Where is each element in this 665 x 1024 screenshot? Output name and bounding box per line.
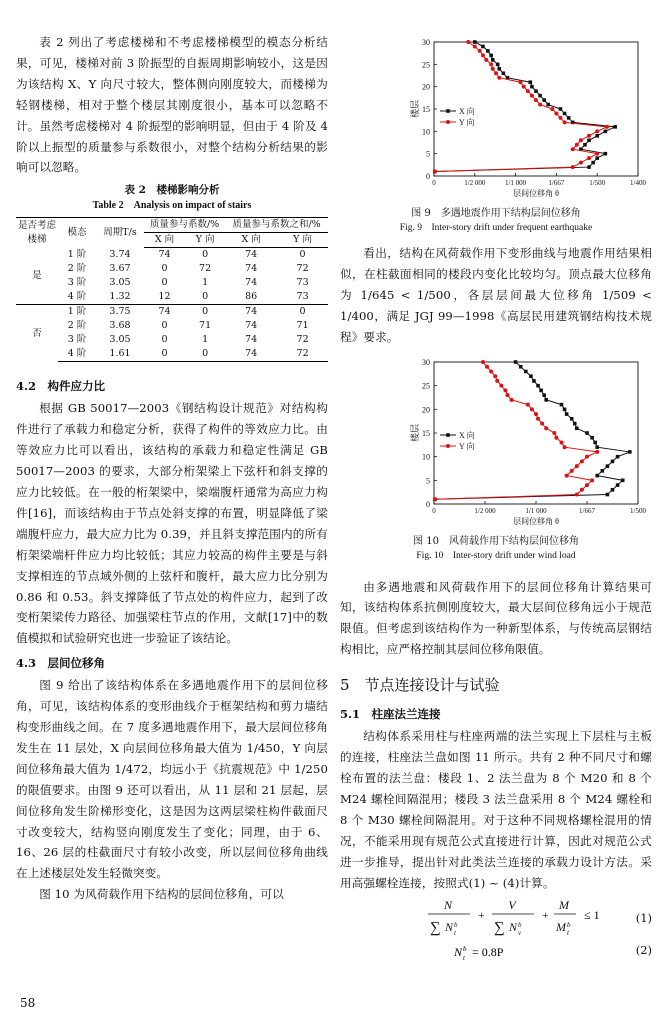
data-point-x <box>628 450 632 454</box>
data-point-x <box>491 58 495 62</box>
header-sum-y: Y 向 <box>277 233 328 248</box>
data-point-x <box>559 107 563 111</box>
data-point-y <box>481 360 485 364</box>
table-row <box>16 276 328 290</box>
cell-sy: 0 <box>277 305 328 320</box>
cell-period: 3.68 <box>109 320 131 332</box>
cell-my: 1 <box>202 334 209 346</box>
cell-mode: 1 阶 <box>58 305 96 320</box>
svg-text:+: + <box>478 908 485 923</box>
y-tick-label: 20 <box>422 82 430 92</box>
cell-period: 3.74 <box>109 249 131 261</box>
data-point-y <box>570 468 574 472</box>
cell-my: 72 <box>199 263 212 275</box>
data-point-y <box>575 464 579 468</box>
data-point-y <box>563 120 567 124</box>
data-point-y <box>563 445 567 449</box>
data-point-x <box>536 383 540 387</box>
data-point-x <box>616 454 620 458</box>
data-point-x <box>567 116 571 120</box>
data-point-x <box>519 364 523 368</box>
y-tick-label: 10 <box>422 452 430 462</box>
cell-period: 3.75 <box>96 305 144 320</box>
data-point-y <box>580 459 584 463</box>
table-row <box>16 248 328 263</box>
x-axis-label: 层间位移角 θ <box>513 189 559 198</box>
x-tick-label: 1/1 000 <box>525 506 547 515</box>
data-point-x <box>538 94 542 98</box>
data-point-x <box>489 54 493 58</box>
data-point-y <box>491 67 495 71</box>
data-point-x <box>575 426 579 430</box>
table-2-title-cn: 表 2 楼梯影响分析 <box>124 184 220 197</box>
svg-text:N: N <box>445 920 454 935</box>
cell-period: 1.32 <box>109 291 131 303</box>
cell-my: 1 <box>202 277 209 289</box>
data-point-y <box>595 129 599 133</box>
figure-9-caption-en: Fig. 9 Inter-story drift under frequent earthquake <box>399 223 593 233</box>
data-point-x <box>613 125 617 129</box>
data-point-y <box>526 89 530 93</box>
cell-mx: 0 <box>161 320 168 332</box>
data-point-y <box>554 435 558 439</box>
data-point-x <box>606 464 610 468</box>
legend-marker <box>446 433 450 437</box>
data-point-x <box>542 393 546 397</box>
y-tick-label: 25 <box>422 381 430 391</box>
x-tick-label: 0 <box>432 179 436 187</box>
table-row <box>16 262 328 276</box>
data-point-y <box>580 487 584 491</box>
data-point-y <box>575 143 579 147</box>
data-point-x <box>473 40 477 44</box>
svg-text:V: V <box>508 898 516 913</box>
header-x: X 向 <box>144 233 185 248</box>
y-tick-label: 15 <box>422 428 430 438</box>
legend-marker <box>446 444 450 448</box>
data-point-y <box>505 393 509 397</box>
data-point-x <box>595 156 599 160</box>
data-point-y <box>571 165 575 169</box>
cell-mode: 4 阶 <box>67 291 87 303</box>
data-point-x <box>514 360 518 364</box>
table-row <box>16 290 328 305</box>
cell-period: 1.61 <box>96 347 144 362</box>
svg-text:b: b <box>518 921 522 930</box>
header-mass-ratio: 质量参与系数/% <box>144 218 225 233</box>
data-point-x <box>502 71 506 75</box>
data-point-x <box>546 103 550 107</box>
section-5-heading: 5 节点连接设计与试验 <box>340 676 500 695</box>
paragraph-stress-ratio: 根据 GB 50017—2003《钢结构设计规范》对结构构件进行了承载力和稳定分析，获得了构件的等效应力比。由等效应力比可以看出，该结构的承载力和稳定性满足 GB 50017—2003 的要求，大部分桁架梁上下弦杆和斜支撑的应力比较低。在一般的桁架梁中，梁端腹杆通常为高应力构件[16]，而该结构由于节点处斜支撑的布置，明显降低了梁端腹杆应力，最大应力比为 0.39，并且斜支撑范围内的所有桁架梁端杆件应力均比较低；其应力较高的构件主要是与斜支撑相连的节点域外侧的上弦杆和腹杆，最大应力比分别为 0.86 和 0.53。斜支撑降低了节点处的构件应力，起到了改变桁架梁传力路径、加强梁柱节点的作用，文献[17]中的数值模拟和试验研究也进一步验证了该结论。 <box>16 401 328 646</box>
x-axis-label: 层间位移角 θ <box>513 516 559 526</box>
y-tick-label: 5 <box>426 149 430 159</box>
legend-label: X 向 <box>459 107 475 116</box>
cell-sx: 74 <box>245 277 258 289</box>
x-tick-label: 1/667 <box>548 179 565 187</box>
data-point-y <box>587 134 591 138</box>
data-point-x <box>595 134 599 138</box>
data-point-y <box>522 85 526 89</box>
data-point-x <box>590 435 594 439</box>
y-tick-label: 0 <box>426 499 430 509</box>
x-tick-label: 1/1 000 <box>504 179 527 187</box>
data-point-x <box>606 492 610 496</box>
page-number: 58 <box>20 996 36 1010</box>
data-point-y <box>481 53 485 57</box>
legend-label: Y 向 <box>459 441 475 451</box>
data-point-y <box>552 431 556 435</box>
cell-my: 71 <box>199 320 212 332</box>
data-point-y <box>587 156 591 160</box>
svg-text:+: + <box>542 908 549 923</box>
svg-text:N: N <box>509 920 518 935</box>
data-point-x <box>529 374 533 378</box>
data-point-y <box>538 103 542 107</box>
data-point-x <box>604 152 608 156</box>
cell-mode: 2 阶 <box>67 263 87 275</box>
cell-my: 0 <box>185 347 225 362</box>
data-point-x <box>573 421 577 425</box>
x-tick-label: 1/400 <box>630 179 646 187</box>
y-tick-label: 15 <box>422 105 430 114</box>
data-point-y <box>579 138 583 142</box>
y-axis-label: 楼层 <box>410 99 420 119</box>
data-point-x <box>587 165 591 169</box>
data-point-x <box>587 138 591 142</box>
cell-sx: 74 <box>225 305 277 320</box>
paragraph-flange-connection: 结构体系采用柱与柱座两端的法兰实现上下层柱与主板的连接，柱座法兰盘如图 11 所示。共有 2 种不同尺寸和螺栓布置的法兰盘：楼段 1、2 法兰盘为 8 个 M20 和 8 个 M24 螺栓间隔混用；楼段 3 法兰盘采用 8 个 M24 螺栓和 8 个 M30 螺栓间隔混用。对于这种不同规格螺栓混用的情况，不能采用现有规范公式直接进行计算，因此对规范公式进一步推导，提出针对此类法兰连接的承载力设计方法。采用高强螺栓连接，按照式(1) ~ (4)计算。 <box>340 729 652 890</box>
data-point-y <box>540 421 544 425</box>
svg-text:N: N <box>443 898 453 913</box>
paragraph-drift-summary: 由多遇地震和风荷载作用下的层间位移角计算结果可知，该结构体系抗侧刚度较大，最大层间位移角远小于规范限值。但考虑到该结构作为一种新型体系，与传统高层钢结构相比，应严格控制其层间位移角限值。 <box>340 579 652 657</box>
cell-period: 3.67 <box>109 263 131 275</box>
cell-sy: 72 <box>296 263 309 275</box>
header-period: 周期T/s <box>96 218 144 248</box>
cell-mode: 4 阶 <box>58 347 96 362</box>
data-point-y <box>571 147 575 151</box>
svg-text:M: M <box>559 898 569 913</box>
data-point-y <box>565 473 569 477</box>
data-point-x <box>496 63 500 67</box>
svg-text:v: v <box>518 929 522 938</box>
data-point-x <box>595 473 599 477</box>
equation-2-rhs: = 0.8P <box>472 945 504 960</box>
x-tick-label: 1/667 <box>579 506 595 515</box>
data-point-y <box>560 440 564 444</box>
svg-text:t: t <box>567 929 569 938</box>
cell-mx: 0 <box>161 277 168 289</box>
cell-period: 3.05 <box>109 277 131 289</box>
figure-10-caption-cn: 图 10 风荷载作用下结构层间位移角 <box>413 535 579 547</box>
data-point-x <box>560 402 564 406</box>
data-point-y <box>558 116 562 120</box>
cell-sy: 73 <box>296 291 309 303</box>
data-point-x <box>524 369 528 373</box>
data-point-y <box>544 426 548 430</box>
y-axis-label: 楼层 <box>410 423 420 442</box>
data-point-y <box>590 478 594 482</box>
paragraph-drift-earthquake: 图 9 给出了该结构体系在多遇地震作用下的层间位移角，可见，该结构体系的变形曲线介于框架结构和剪力墙结构变形曲线之间。在 7 度多遇地震作用下，最大层间位移角发生在 11 层处，X 向层间位移角最大值为 1/450，Y 向层间位移角最大值为 1/472，均远小于《抗震规范》中 1/250 的限值要求。由图 9 还可以看出，从 11 层和 21 层起，层间位移角发生阶梯形变化，这是因为这两层梁柱构件截面尺寸改变较大，结构竖向刚度发生了变化；同理，由于 6、16、26 层的柱截面尺寸有较小改变，所以层间位移角曲线在上述楼层处发生轻微突变。 <box>16 678 328 881</box>
cell-sx: 74 <box>245 334 258 346</box>
data-point-y <box>473 44 477 48</box>
data-point-y <box>518 80 522 84</box>
figure-10-chart <box>340 352 652 530</box>
equation-1-le-one: ≤ 1 <box>584 908 600 923</box>
cell-my: 0 <box>185 305 225 320</box>
table-row <box>16 347 328 362</box>
data-point-x <box>621 478 625 482</box>
svg-text:M: M <box>556 920 566 935</box>
figure-9-chart <box>340 32 652 202</box>
y-tick-label: 0 <box>426 172 430 181</box>
data-point-y <box>503 388 507 392</box>
cell-sx: 86 <box>245 291 258 303</box>
right-column <box>340 32 652 963</box>
section-5-1-heading: 5.1 柱座法兰连接 <box>340 707 441 722</box>
y-tick-label: 5 <box>426 475 430 485</box>
data-point-y <box>579 161 583 165</box>
cell-mx: 74 <box>158 249 171 261</box>
data-point-x <box>534 89 538 93</box>
figure-9-caption-cn: 图 9 多遇地震作用下结构层间位移角 <box>411 208 581 219</box>
data-point-y <box>510 397 514 401</box>
table-row <box>16 333 328 347</box>
data-point-y <box>433 170 437 174</box>
table-2-stairs-impact <box>16 217 328 362</box>
svg-text:b: b <box>567 921 571 930</box>
y-tick-label: 10 <box>422 127 430 137</box>
equation-2-math <box>454 941 574 963</box>
svg-text:∑: ∑ <box>430 920 441 937</box>
data-point-y <box>433 497 437 501</box>
data-point-x <box>539 388 543 392</box>
equation-1 <box>340 895 652 941</box>
data-point-x <box>486 49 490 53</box>
data-point-x <box>544 398 548 402</box>
table-2-title-en: Table 2 Analysis on impact of stairs <box>92 200 252 212</box>
cell-my: 0 <box>202 291 209 303</box>
cell-sx: 74 <box>245 320 258 332</box>
cell-mx: 0 <box>144 347 185 362</box>
left-column <box>16 32 328 905</box>
group-label-yes: 是 <box>32 270 42 282</box>
data-point-y <box>466 40 470 44</box>
paragraph-fig10-intro: 图 10 为风荷载作用下结构的层间位移角，可以 <box>39 887 284 902</box>
data-point-y <box>489 62 493 66</box>
data-point-x <box>563 407 567 411</box>
cell-mx: 12 <box>158 291 171 303</box>
legend-label: Y 向 <box>459 118 475 127</box>
equation-1-math <box>420 895 660 941</box>
cell-mx: 0 <box>161 263 168 275</box>
section-4-3-heading: 4.3 层间位移角 <box>16 656 106 671</box>
data-point-y <box>489 369 493 373</box>
data-point-x <box>593 440 597 444</box>
data-point-y <box>534 412 538 416</box>
table-row <box>16 305 328 320</box>
cell-my: 0 <box>202 249 209 261</box>
header-sum-x: X 向 <box>225 233 277 248</box>
svg-text:b: b <box>454 921 458 930</box>
legend-marker <box>446 120 450 124</box>
data-point-x <box>570 417 574 421</box>
data-point-x <box>481 45 485 49</box>
y-tick-label: 30 <box>422 357 430 367</box>
data-point-y <box>585 483 589 487</box>
data-point-x <box>528 80 532 84</box>
cell-mx: 0 <box>161 334 168 346</box>
data-point-x <box>604 130 608 134</box>
data-point-y <box>605 125 609 129</box>
data-point-x <box>583 143 587 147</box>
cell-mode: 2 阶 <box>67 320 87 332</box>
data-point-x <box>601 469 605 473</box>
data-point-y <box>485 364 489 368</box>
data-point-x <box>591 161 595 165</box>
cell-mode: 3 阶 <box>67 277 87 289</box>
data-point-y <box>495 378 499 382</box>
data-point-y <box>499 383 503 387</box>
y-tick-label: 30 <box>422 38 430 47</box>
equation-1-number: (1) <box>635 911 652 926</box>
y-tick-label: 20 <box>422 404 430 414</box>
legend-marker <box>446 109 450 113</box>
data-point-y <box>484 58 488 62</box>
equation-2-number: (2) <box>635 943 652 958</box>
cell-mode: 3 阶 <box>67 334 87 346</box>
data-point-y <box>554 111 558 115</box>
data-point-x <box>532 379 536 383</box>
data-point-y <box>530 407 534 411</box>
group-label-no: 否 <box>16 305 58 362</box>
svg-text:t: t <box>454 929 456 938</box>
section-4-2-heading: 4.2 构件应力比 <box>16 379 106 394</box>
data-point-x <box>611 459 615 463</box>
data-point-y <box>497 76 501 80</box>
equation-2 <box>340 941 652 963</box>
cell-sy: 0 <box>299 249 306 261</box>
header-mass-sum: 质量参与系数之和/% <box>225 218 328 233</box>
data-point-y <box>530 94 534 98</box>
x-tick-label: 1/2 000 <box>474 506 496 515</box>
paragraph-stairs-intro: 表 2 列出了考虑楼梯和不考虑楼梯模型的模态分析结果，可见，楼梯对前 3 阶振型的自振周期影响较小，这是因为该结构 X、Y 向尺寸较大，整体侧向刚度较大，而楼梯为轻钢楼梯，相对于整个楼层其刚度很小，基本可以忽略不计。虽然考虑楼梯对 4 阶振型的影响明显，但由于 4 阶及 4 阶以上振型的质量参与系数很小，对整个结构分析结果的影响可以忽略。 <box>16 35 328 175</box>
paragraph-wind-drift: 看出，结构在风荷载作用下变形曲线与地震作用结果相似，在柱截面相同的楼段内变化比较均匀。顶点最大位移角为 1/645 < 1/500，各层层间最大位移角 1/509 < 1/400，满足 JGJ 99—1998《高层民用建筑钢结构技术规程》要求。 <box>340 246 652 344</box>
cell-sy: 71 <box>296 320 309 332</box>
data-point-y <box>478 49 482 53</box>
data-point-y <box>493 374 497 378</box>
table-row <box>16 319 328 333</box>
data-point-x <box>611 488 615 492</box>
data-point-x <box>563 112 567 116</box>
x-tick-label: 1/500 <box>589 179 606 187</box>
data-point-x <box>616 483 620 487</box>
cell-sx: 74 <box>245 263 258 275</box>
data-point-y <box>550 107 554 111</box>
x-tick-label: 1/500 <box>630 506 646 515</box>
svg-text:t: t <box>463 954 465 963</box>
cell-sx: 74 <box>245 249 258 261</box>
data-point-y <box>595 449 599 453</box>
legend-label: X 向 <box>459 430 475 440</box>
svg-text:N: N <box>454 945 463 960</box>
data-point-y <box>526 402 530 406</box>
data-point-x <box>595 445 599 449</box>
y-tick-label: 25 <box>422 60 430 70</box>
data-point-x <box>585 431 589 435</box>
cell-sy: 72 <box>296 334 309 346</box>
data-point-x <box>565 412 569 416</box>
cell-sx: 74 <box>225 347 277 362</box>
data-point-x <box>542 98 546 102</box>
x-tick-label: 1/2 000 <box>464 179 486 187</box>
header-consider-stairs: 是否考虑楼梯 <box>16 218 58 248</box>
data-point-y <box>534 98 538 102</box>
cell-mx: 74 <box>144 305 185 320</box>
data-point-x <box>497 67 501 71</box>
data-point-y <box>585 454 589 458</box>
header-mode: 模态 <box>58 218 96 248</box>
svg-text:∑: ∑ <box>494 920 505 937</box>
cell-sy: 73 <box>296 277 309 289</box>
x-tick-label: 0 <box>432 506 436 515</box>
data-point-y <box>575 492 579 496</box>
cell-period: 3.05 <box>109 334 131 346</box>
figure-9 <box>340 32 652 235</box>
cell-sy: 72 <box>277 347 328 362</box>
cell-mode: 1 阶 <box>67 249 87 261</box>
data-point-y <box>595 152 599 156</box>
figure-10 <box>340 352 652 563</box>
header-y: Y 向 <box>185 233 225 248</box>
svg-text:b: b <box>463 945 467 954</box>
figure-10-caption-en: Fig. 10 Inter-story drift under wind load <box>416 550 576 561</box>
data-point-x <box>530 85 534 89</box>
data-point-y <box>536 416 540 420</box>
data-point-y <box>494 71 498 75</box>
